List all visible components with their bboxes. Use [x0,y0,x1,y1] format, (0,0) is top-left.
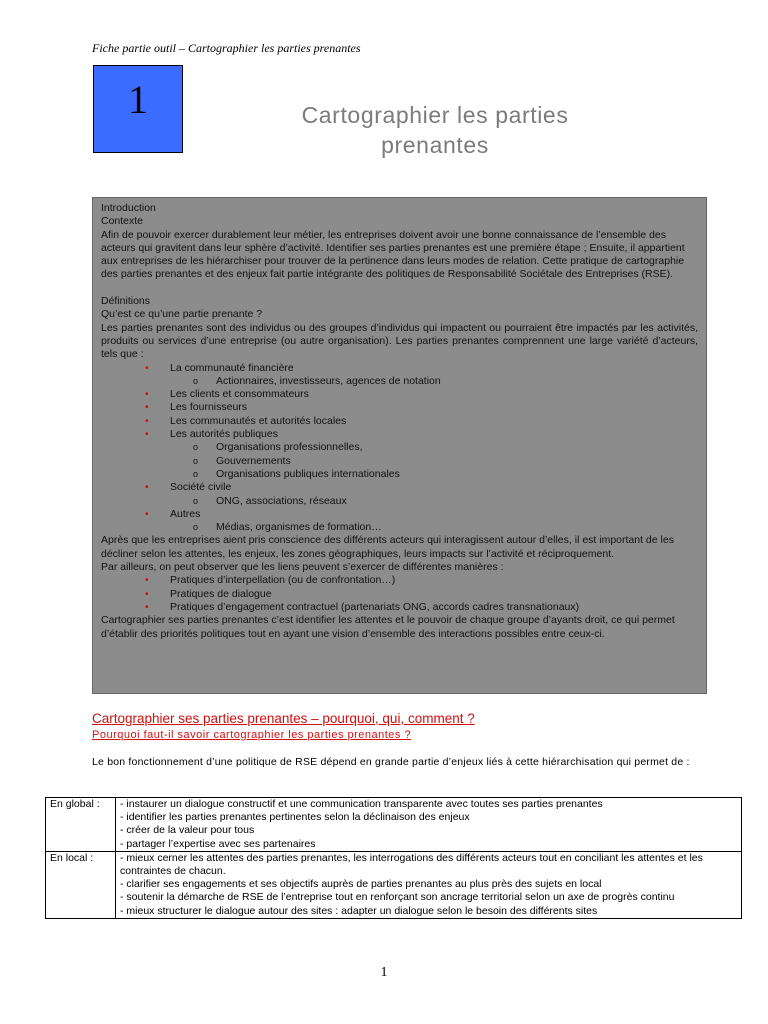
table-row-label: En global : [46,798,116,852]
table-item: - partager l’expertise avec ses partenaires [120,837,316,850]
table-item: - instaurer un dialogue constructif et une communication transparente avec toutes ses parties prenantes [120,798,603,810]
stakeholder-list [101,362,698,535]
header-note: Fiche partie outil – Cartographier les parties prenantes [92,41,361,55]
chapter-number-box: 1 [93,65,183,153]
rse-table [45,797,742,919]
stakeholder-subitem: o Organisations professionnelles, [101,441,698,454]
definition-text: Les parties prenantes sont des individus ou des groupes d’individus qui impactent ou pourraient être impactés par les activités, produits ou services d’une entreprise (ou autre organisation). Les parties prenantes comprennent une large variété d’acteurs, tels que : [101,321,698,361]
context-text: Afin de pouvoir exercer durablement leur métier, les entreprises doivent avoir une bonne connaissance de l’ensemble des acteurs qui gravitent dans leur sphère d’activité. Identifier ses parties prenantes est une première étape ; Ensuite, il appartient aux entreprises de les hiérarchiser pour trouver de la pertinence dans leurs modes de relation. Cette pratique de cartographie des parties prenantes et des enjeux fait partie intégrante des politiques de Responsabilité Sociétale des Entreprises (RSE). [101,228,685,281]
stakeholder-subitem: o Médias, organismes de formation… [101,521,698,534]
table-item: - créer de la valeur pour tous [120,824,255,837]
table-row [46,851,742,918]
table-item: - clarifier ses engagements et ses objectifs auprès de parties prenantes au plus près des sujets en local [120,878,602,891]
stakeholder-subitem: o ONG, associations, réseaux [101,495,698,508]
stakeholder-item: • Les autorités publiques [101,428,698,441]
after-text: Après que les entreprises aient pris conscience des différents acteurs qui interagissent autour d’elles, il est important de les décliner selon les attentes, les enjeux, les zones géographiques, leurs impacts sur l’activité et réciproquement. [101,534,674,560]
section-paragraph: Le bon fonctionnement d’une politique de RSE dépend en grande partie d’enjeux liés à cette hiérarchisation qui permet de : [92,756,690,768]
table-row-items [116,798,742,852]
definition-question: Qu’est ce qu’une partie prenante ? [101,308,263,321]
stakeholder-item: • La communauté financière [101,362,698,375]
intro-heading: Introduction [101,202,156,214]
definitions-heading: Définitions [101,295,151,308]
table-item: - mieux structurer le dialogue autour des sites : adapter un dialogue selon le besoin des différents sites [120,904,598,917]
table-row [46,798,742,852]
table-item: - mieux cerner les attentes des parties prenantes, les interrogations des différents acteurs tout en conciliant les attentes et les contraintes de chacun. [120,851,703,878]
stakeholder-item: • Les fournisseurs [101,401,698,414]
stakeholder-subitem: o Organisations publiques internationales [101,468,698,481]
link-practice-item: • Pratiques d’engagement contractuel (partenariats ONG, accords cadres transnationaux) [101,601,698,614]
links-intro: Par ailleurs, on peut observer que les liens peuvent s’exercer de différentes manières : [101,561,504,574]
section-title: Cartographier ses parties prenantes – pourquoi, qui, comment ? [92,711,475,726]
conclusion-text: Cartographier ses parties prenantes c’est identifier les attentes et le pouvoir de chaque groupe d’ayants droit, ce qui permet d’établir des priorités politiques tout en ayant une vision d’ensemble des interactions possibles entre ceux-ci. [101,614,675,640]
page-title: Cartographier les parties prenantes [301,102,569,158]
stakeholder-subitem: o Gouvernements [101,455,698,468]
section-subtitle: Pourquoi faut-il savoir cartographier les parties prenantes ? [92,729,412,741]
stakeholder-item: • Société civile [101,481,698,494]
table-item: - soutenir la démarche de RSE de l’entreprise tout en renforçant son ancrage territorial selon un axe de progrès continu [120,891,675,904]
introduction-box [92,197,707,694]
links-list [101,574,698,614]
stakeholder-item: • Les clients et consommateurs [101,388,698,401]
link-practice-item: • Pratiques de dialogue [101,588,698,601]
table-row-items [116,851,742,918]
stakeholder-item: • Les communautés et autorités locales [101,415,698,428]
table-item: - identifier les parties prenantes pertinentes selon la déclinaison des enjeux [120,811,470,824]
table-row-label: En local : [46,851,116,918]
stakeholder-subitem: o Actionnaires, investisseurs, agences de notation [101,375,698,388]
link-practice-item: • Pratiques d’interpellation (ou de confrontation…) [101,574,698,587]
stakeholder-item: • Autres [101,508,698,521]
context-heading: Contexte [101,215,144,228]
page-number: 1 [380,965,388,980]
